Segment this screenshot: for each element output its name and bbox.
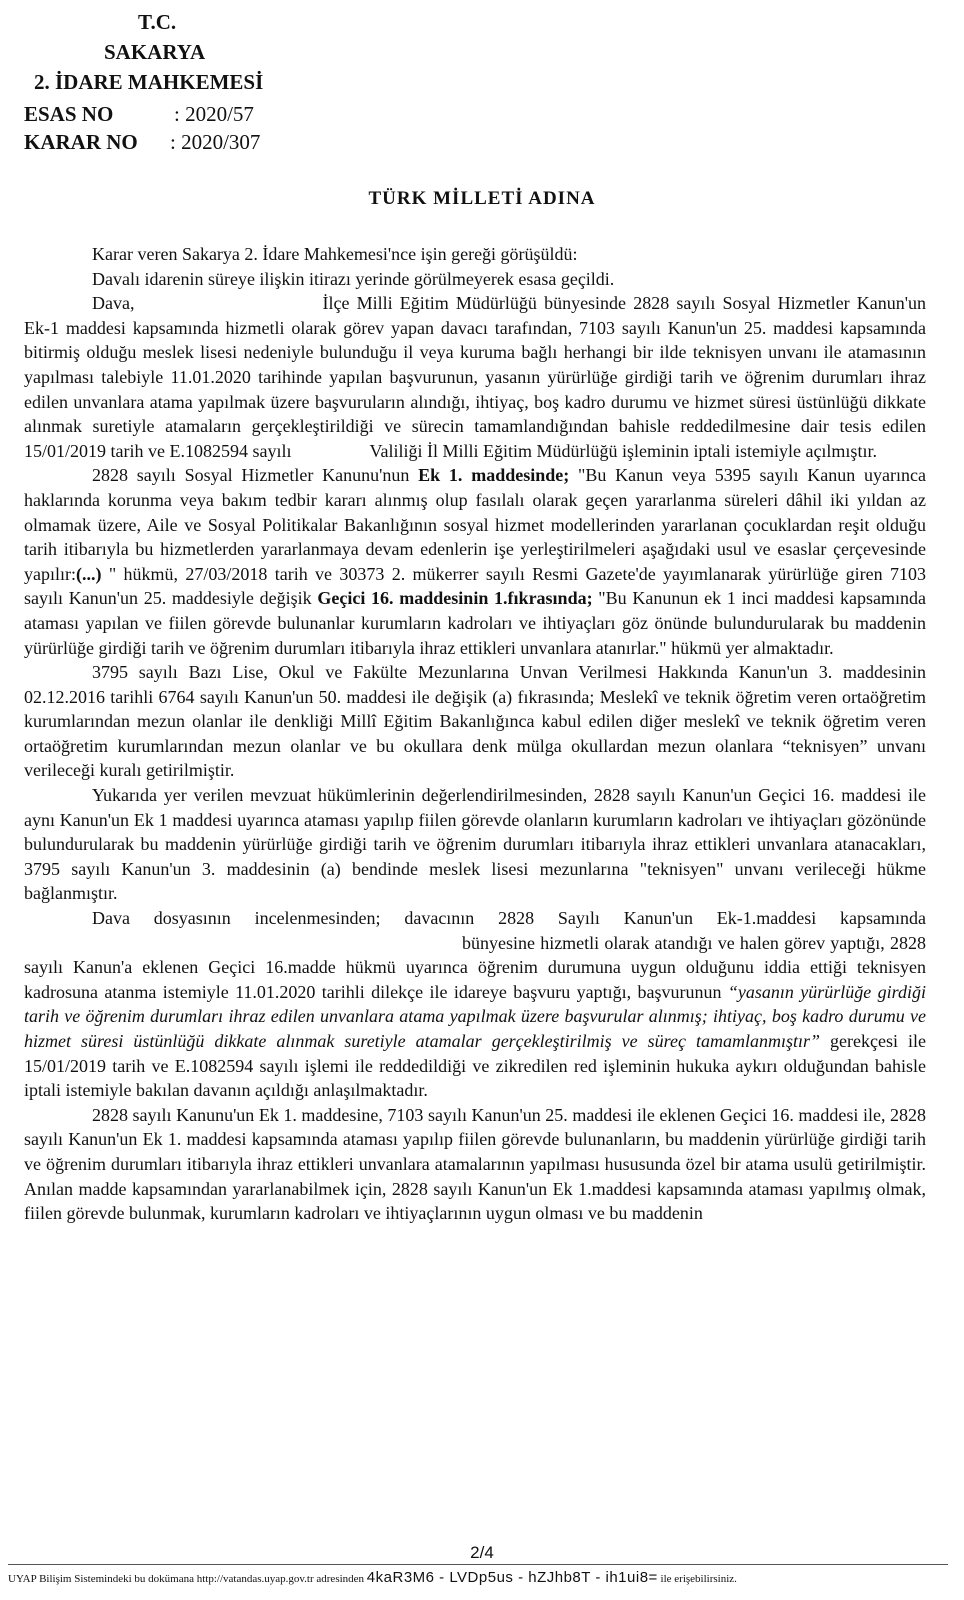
header-court: 2. İDARE MAHKEMESİ [34,70,264,94]
karar-value: : 2020/307 [170,130,261,154]
page-number: 2/4 [470,1543,494,1562]
karar-label: KARAR NO [24,130,138,154]
paragraph: 3795 sayılı Bazı Lise, Okul ve Fakülte Mezunlarına Unvan Verilmesi Hakkında Kanun'un 3. maddesinin 02.12.2016 tarihli 6764 sayılı Kanun'un 50. maddesi ile değişik (a) fıkrasında; Meslekî ve teknik öğretim veren ortaöğretim kurumlarından mezun olanlar ile denkliği Millî Eğitim Bakanlığınca kabul edilen diğer meslekî ve teknik öğretim veren ortaöğretim kurumlarından mezun olanlar ve bu okullara denk mülga okullardan mezun olanlara “teknisyen” unvanı verileceği kuralı getirilmiştir. [24,662,926,781]
verification-code: 4kaR3M6 - LVDp5us - hZJhb8T - ih1ui8= [366,1569,658,1586]
paragraph-text: Valiliği İl Milli Eğitim Müdürlüğü işleminin iptali istemiyle açılmıştır. [369,440,877,461]
esas-value: : 2020/57 [174,102,254,126]
paragraph [24,291,926,463]
paragraph [24,906,926,1103]
paragraph-text: İlçe Milli Eğitim Müdürlüğü bünyesinde 2828 sayılı Sosyal Hizmetler Kanun'un Ek-1 maddesi kapsamında hizmetli olarak görev yapan davacı tarafından, 7103 sayılı Kanun'un 25. maddesi kapsamında bitirmiş olduğu meslek lisesi nedeniyle bulunduğu il veya kuruma bağlı herhangi bir ilde teknisyen unvanı ile atamasının yapılması talebiyle 11.01.2020 tarihinde yapılan başvurunun, yasanın yürürlüğe girdiği tarih ve öğrenim durumları ihraz edilen unvanlara atama yapılmak üzere başvuruların alındığı, ihtiyaç, boş kadro durumu ve hizmet süresi üstünlüğü dikkate alınmak suretiyle atamaların gerçekleştirildiği ve sürecin tamamlandığından bahisle reddedilmesine dair tesis edilen 15/01/2019 tarih ve E.1082594 sayılı [24,293,926,461]
paragraph-text: "Bu Kanunun ek 1 inci maddesi kapsamında ataması yapılan ve fiilen görevde bulunanlar kurumların kadroları ve ihtiyaçları göz önünde bulundurularak bu maddenin yürürlüğe girdiği tarih ve öğrenim durumları itibarıyla ihraz ettikleri unvanlara atanırlar." hükmü yer almaktadır. [24,588,926,658]
footer-divider [8,1564,948,1565]
paragraph: Yukarıda yer verilen mevzuat hükümlerinin değerlendirilmesinden, 2828 sayılı Kanun'un Geçici 16. maddesi ile aynı Kanun'un Ek 1 maddesi uyarınca ataması yapılıp fiilen görevde olanların kurumların kadroları ve ihtiyaçları gözönünde bulundurularak bu maddenin yürürlüğe girdiği tarih ve öğrenim durumları itibarıyla ihraz ettikleri unvanlara atanacakları, 3795 sayılı Kanun'un 3. maddesinin (a) bendinde meslek lisesi mezunlarına "teknisyen" unvanı verileceği hükme bağlanmıştır. [24,785,926,904]
paragraph: Karar veren Sakarya 2. İdare Mahkemesi'nce işin gereği görüşüldü: [92,244,578,264]
bold-text: (...) [76,563,102,584]
paragraph-text: gerekçesi ile 15/01/2019 tarih ve E.1082594 sayılı işlemi ile reddedildiği ve zikredilen red işleminin hukuka aykırı olduğundan bahisle iptali istemiyle bakılan davanın açıldığı anlaşılmaktadır. [24,1031,926,1101]
paragraph-text: 2828 sayılı Sosyal Hizmetler Kanunu'nun [92,465,419,486]
paragraph-text: "Bu Kanun veya 5395 sayılı Kanun uyarınca haklarında korunma veya bakım tedbir kararı alınmış olup fasılalı olarak geçen yararlanma süreleri dâhil iki yıldan az olmamak üzere, Aile ve Sosyal Politikalar Bakanlığının sosyal hizmet modellerinden yararlanan çocuklardan reşit olduğu tarih itibarıyla bu hizmetlerden yararlanmaya devam edenlerin işe yerleştirilmeleri aşağıdaki usul ve esaslar çerçevesinde yapılır: [24,465,926,584]
paragraph-text: Dava dosyasının incelenmesinden; davacının 2828 Sayılı Kanun'un Ek-1.maddesi kapsamında [92,908,926,929]
paragraph-text: Dava, [92,293,135,314]
bold-text: Ek 1. maddesinde; [418,465,570,486]
header-city: SAKARYA [104,40,206,64]
paragraph: 2828 sayılı Kanunu'un Ek 1. maddesine, 7103 sayılı Kanun'un 25. maddesi ile eklenen Geçici 16. maddesi ile, 2828 sayılı Kanun'un Ek 1. maddesi kapsamında ataması yapılıp fiilen görevde bulunanların, bu maddenin yürürlüğe girdiği tarih ve öğrenim durumları itibarıyla ihraz ettikleri unvanlara atamalarının yapılması hususunda özel bir atama usulü getirilmiştir. Anılan madde kapsamından yararlanabilmek için, 2828 sayılı Kanun'un Ek 1.maddesi kapsamında ataması yapılmış olmak, fiilen görevde bulunmak, kurumların kadroları ve ihtiyaçlarının uygun olması ve bu maddenin [24,1104,926,1224]
document-title: TÜRK MİLLETİ ADINA [368,188,596,209]
document-body [24,242,926,1226]
header-tc: T.C. [138,10,177,34]
footer [8,1568,953,1589]
italic-quote: “yasanın yürürlüğe girdiği tarih ve öğrenim durumları ihraz edilen unvanlara atama yapılmak üzere başvurular alınmış; ihtiyaç, boş kadro durumu ve hizmet süresi üstünlüğü dikkate alınmak suretiyle atamalar gerçekleştirilmiş ve süreç tamamlanmıştır” [24,981,926,1051]
paragraph [24,463,926,660]
footer-suffix: ile erişebilirsiniz. [660,1573,737,1585]
paragraph-text: bünyesine hizmetli olarak atandığı ve halen görev yaptığı, 2828 sayılı Kanun'a eklenen Geçici 16.madde hükmü uyarınca öğrenim durumuna uygun olduğunu iddia ettiği teknisyen kadrosuna atanma istemiyle 11.01.2020 tarihli dilekçe ile idareye başvuru yaptığı, başvurunun [24,932,926,1002]
karar-row [24,128,260,156]
esas-label: ESAS NO [24,102,114,126]
paragraph: Davalı idarenin süreye ilişkin itirazı yerinde görülmeyerek esasa geçildi. [92,268,615,289]
paragraph-text: " hükmü, 27/03/2018 tarih ve 30373 2. mükerrer sayılı Resmi Gazete'de yayımlanarak yürürlüğe giren 7103 sayılı Kanun'un 25. maddesiyle değişik [24,563,926,609]
bold-text: Geçici 16. maddesinin 1.fıkrasında; [317,588,593,609]
esas-row [24,100,254,128]
footer-prefix: UYAP Bilişim Sistemindeki bu dokümana http://vatandas.uyap.gov.tr adresinden [8,1573,365,1585]
